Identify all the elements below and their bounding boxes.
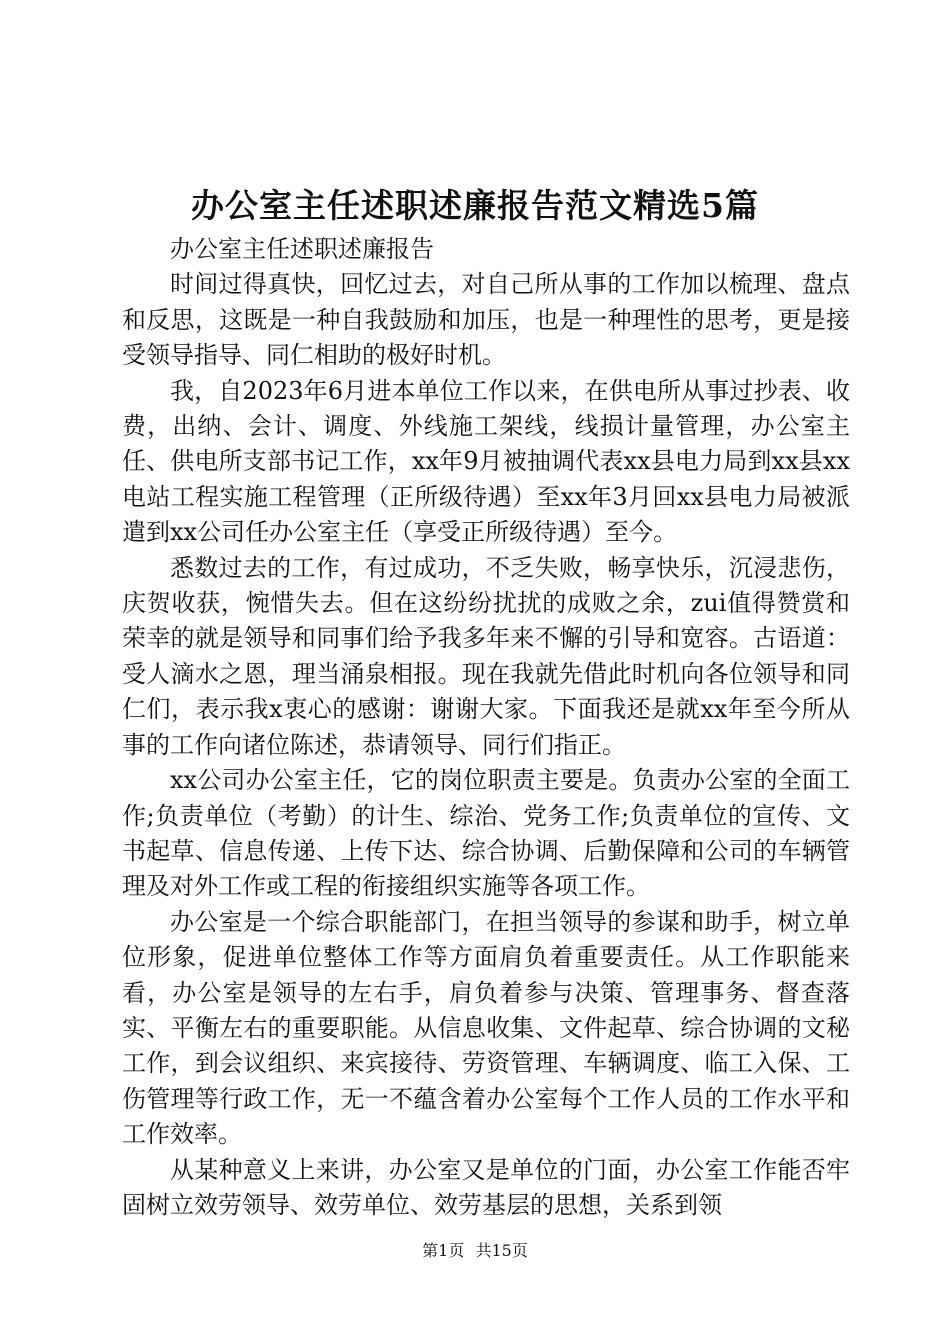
page-footer <box>0 1241 950 1261</box>
document-body <box>122 232 850 1223</box>
page-number: 第1页 <box>422 1241 465 1260</box>
paragraph: 悉数过去的工作，有过成功，不乏失败，畅享快乐，沉浸悲伤，庆贺收获，惋惜失去。但在这纷纷扰扰的成败之余，zui值得赞赏和荣幸的就是领导和同事们给予我多年来不懈的引导和宽容。古语道：受人滴水之恩，理当涌泉相报。现在我就先借此时机向各位领导和同仁们，表示我x衷心的感谢：谢谢大家。下面我还是就xx年至今所从事的工作向诸位陈述，恭请领导、同行们指正。 <box>122 553 850 759</box>
document-title: 办公室主任述职述廉报告范文精选5篇 <box>191 186 759 225</box>
paragraph: 我，自2023年6月进本单位工作以来，在供电所从事过抄表、收费，出纳、会计、调度、外线施工架线，线损计量管理，办公室主任、供电所支部书记工作，xx年9月被抽调代表xx县电力局到xx县xx电站工程实施工程管理（正所级待遇）至xx年3月回xx县电力局被派遣到xx公司任办公室主任（享受正所级待遇）至今。 <box>122 376 850 547</box>
page-total: 共15页 <box>475 1241 528 1260</box>
paragraph: 从某种意义上来讲，办公室又是单位的门面，办公室工作能否牢固树立效劳领导、效劳单位、效劳基层的思想，关系到领 <box>122 1155 850 1219</box>
subtitle-paragraph: 办公室主任述职述廉报告 <box>170 235 434 263</box>
paragraph: 办公室是一个综合职能部门，在担当领导的参谋和助手，树立单位形象，促进单位整体工作等方面肩负着重要责任。从工作职能来看，办公室是领导的左右手，肩负着参与决策、管理事务、督查落实、平衡左右的重要职能。从信息收集、文件起草、综合协调的文秘工作，到会议组织、来宾接待、劳资管理、车辆调度、临工入保、工伤管理等行政工作，无一不蕴含着办公室每个工作人员的工作水平和工作效率。 <box>122 907 850 1149</box>
paragraph: xx公司办公室主任，它的岗位职责主要是。负责办公室的全面工作;负责单位（考勤）的计生、综治、党务工作;负责单位的宣传、文书起草、信息传递、上传下达、综合协调、后勤保障和公司的车辆管理及对外工作或工程的衔接组织实施等各项工作。 <box>122 766 850 901</box>
paragraph: 时间过得真快，回忆过去，对自己所从事的工作加以梳理、盘点和反思，这既是一种自我鼓励和加压，也是一种理性的思考，更是接受领导指导、同仁相助的极好时机。 <box>122 270 850 370</box>
